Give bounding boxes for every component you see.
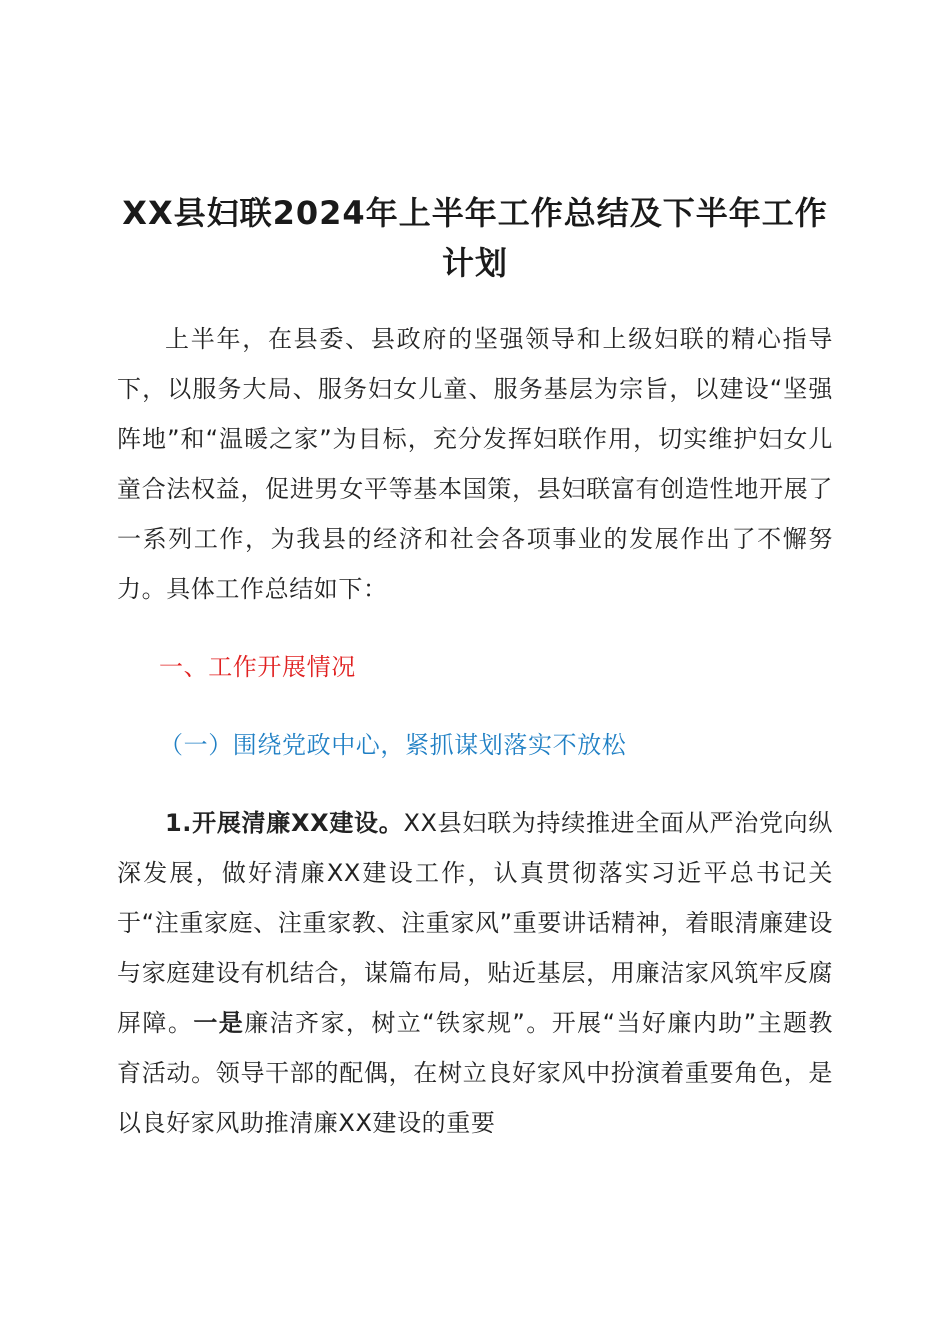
section-heading: 一、工作开展情况 xyxy=(159,653,356,681)
intro-paragraph: 上半年，在县委、县政府的坚强领导和上级妇联的精心指导下，以服务大局、服务妇女儿童、服务基层为宗旨，以建设“坚强阵地”和“温暖之家”为目标，充分发挥妇联作用，切实维护妇女儿童合法权益，促进男女平等基本国策，县妇联富有创造性地开展了一系列工作，为我县的经济和社会各项事业的发展作出了不懈努力。具体工作总结如下： xyxy=(117,325,833,603)
document-title: XX县妇联2024年上半年工作总结及下半年工作计划 xyxy=(122,194,828,282)
item-lead: 1.开展清廉XX建设。 xyxy=(165,809,404,837)
subsection-heading: （一）围绕党政中心，紧抓谋划落实不放松 xyxy=(159,731,627,759)
item-text-b: 廉洁齐家，树立“铁家规”。开展“当好廉内助”主题教育活动。领导干部的配偶，在树立良好家风中扮演着重要角色，是以良好家风助推清廉XX建设的重要 xyxy=(117,1009,833,1137)
item-paragraph xyxy=(117,798,833,1148)
document-page xyxy=(117,188,833,1148)
item-text-a: XX县妇联为持续推进全面从严治党向纵深发展，做好清廉XX建设工作，认真贯彻落实习近平总书记关于“注重家庭、注重家教、注重家风”重要讲话精神，着眼清廉建设与家庭建设有机结合，谋篇布局，贴近基层，用廉洁家风筑牢反腐屏障。 xyxy=(117,809,833,1037)
item-emphasis: 一是 xyxy=(193,1009,245,1037)
